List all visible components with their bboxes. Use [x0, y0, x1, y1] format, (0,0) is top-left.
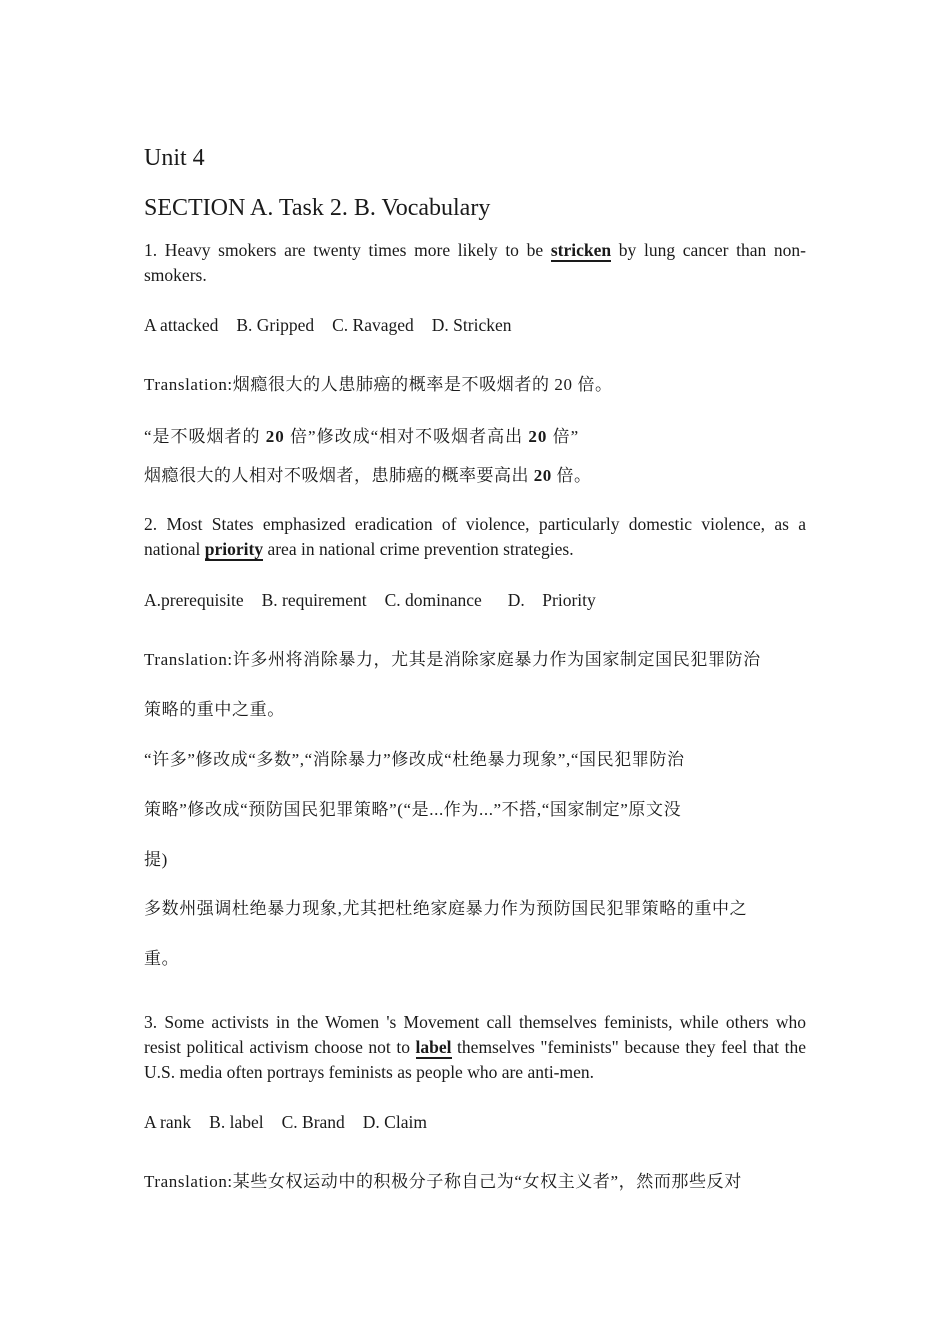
- option-b: B. Gripped: [236, 315, 315, 335]
- question-3: [144, 1010, 806, 1085]
- option-c: C. dominance: [384, 590, 482, 610]
- question-2-translation-cont: 策略的重中之重。: [144, 700, 285, 719]
- question-2-keyword: priority: [204, 539, 264, 559]
- option-d: D. Priority: [507, 590, 596, 610]
- question-2-translation: Translation:许多州将消除暴力，尤其是消除家庭暴力作为国家制定国民犯罪防治: [144, 650, 761, 669]
- question-1-revision-note: “是不吸烟者的 20 倍”修改成“相对不吸烟者高出 20 倍”: [144, 427, 580, 446]
- option-c: C. Brand: [281, 1112, 345, 1132]
- question-2-revised-translation-cont: 重。: [144, 949, 180, 968]
- question-2-revision-note: “许多”修改成“多数”,“消除暴力”修改成“杜绝暴力现象”,“国民犯罪防治: [144, 750, 685, 769]
- option-c: C. Ravaged: [332, 315, 414, 335]
- question-1: [144, 238, 806, 288]
- question-3-keyword: label: [415, 1037, 452, 1057]
- option-b: B. label: [209, 1112, 264, 1132]
- question-1-keyword: stricken: [550, 240, 612, 260]
- question-1-text-after: by lung cancer than non-smokers.: [144, 240, 806, 285]
- option-d: D. Stricken: [431, 315, 512, 335]
- unit-title: Unit 4: [144, 145, 205, 171]
- option-d: D. Claim: [362, 1112, 427, 1132]
- question-3-options: [144, 1110, 806, 1135]
- question-1-translation: Translation:烟瘾很大的人患肺癌的概率是不吸烟者的 20 倍。: [144, 375, 613, 394]
- question-3-translation: Translation:某些女权运动中的积极分子称自己为“女权主义者”，然而那些反对: [144, 1172, 742, 1191]
- question-2-text-before: 2. Most States emphasized eradication of violence, particularly domestic violence, as a national: [144, 514, 806, 559]
- question-2-text-after: area in national crime prevention strategies.: [263, 539, 574, 559]
- question-2-options: [144, 588, 806, 613]
- section-title: SECTION A. Task 2. B. Vocabulary: [144, 195, 491, 221]
- question-2-revision-note-cont: 策略”修改成“预防国民犯罪策略”(“是...作为...”不搭,“国家制定”原文没: [144, 800, 682, 819]
- question-2: [144, 512, 806, 562]
- question-1-text-before: 1. Heavy smokers are twenty times more likely to be: [144, 240, 551, 260]
- question-3-text-before: 3. Some activists in the Women 's Movement call themselves feminists, while others who resist political activism choose not to: [144, 1012, 806, 1057]
- option-a: A rank: [144, 1112, 192, 1132]
- question-2-revised-translation: 多数州强调杜绝暴力现象,尤其把杜绝家庭暴力作为预防国民犯罪策略的重中之: [144, 899, 748, 918]
- option-b: B. requirement: [261, 590, 367, 610]
- question-1-revised-translation: 烟瘾很大的人相对不吸烟者，患肺癌的概率要高出 20 倍。: [144, 466, 592, 485]
- option-a: A.prerequisite: [144, 590, 244, 610]
- question-2-revision-note-end: 提): [144, 850, 168, 869]
- option-a: A attacked: [144, 315, 219, 335]
- question-3-text-after: themselves "feminists" because they feel that the U.S. media often portrays feminists as people who are anti-men.: [144, 1037, 806, 1082]
- question-1-options: [144, 313, 806, 338]
